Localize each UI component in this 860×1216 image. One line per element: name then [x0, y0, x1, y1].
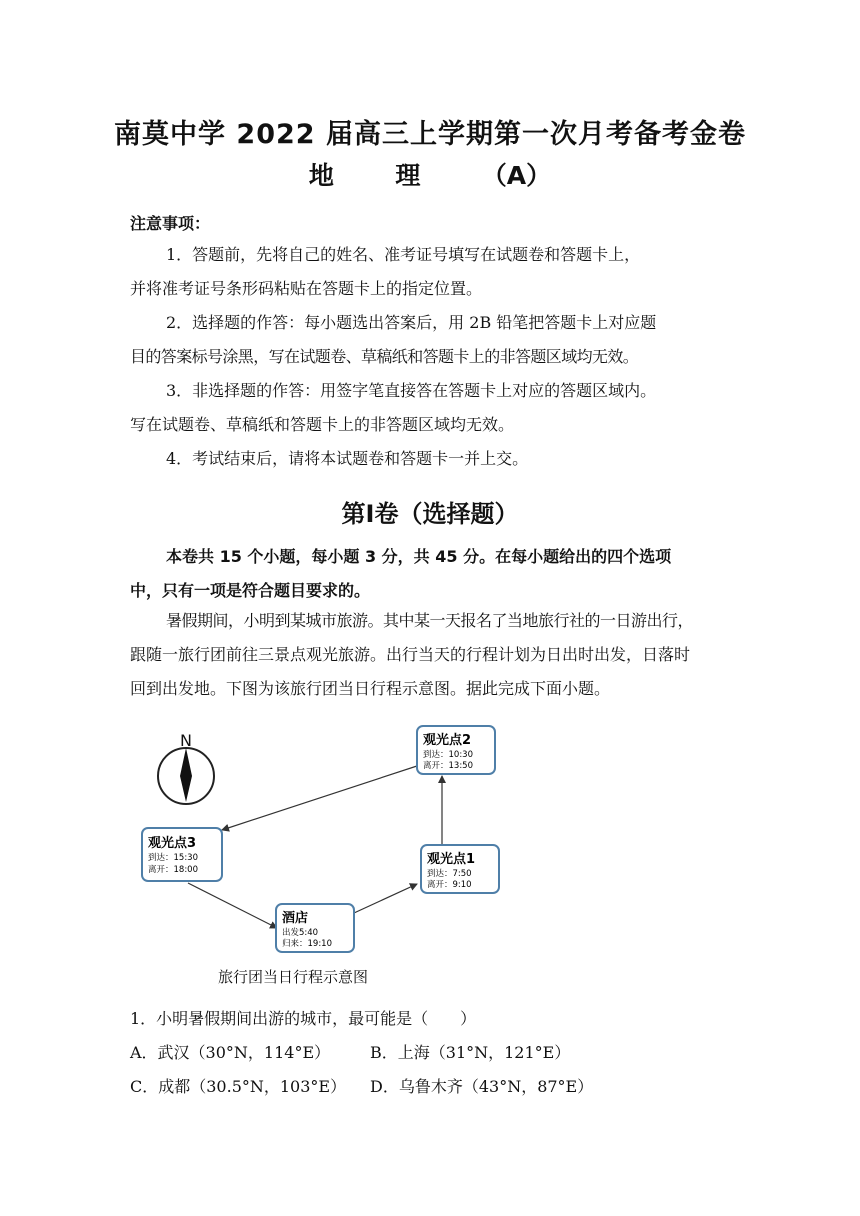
spot1-leave: 离开：9:10: [427, 880, 472, 890]
section-instruction: 本卷共 15 个小题，每小题 3 分，共 45 分。在每小题给出的四个选项 中，只有一项是符合题目要求的。: [130, 547, 672, 600]
route-hotel-to-1: [354, 884, 417, 913]
spot1-arrive: 到达：7:50: [427, 869, 472, 879]
spot2-arrive: 到达：10:30: [423, 750, 473, 760]
option-b: B．上海（31°N，121°E）: [370, 1043, 571, 1062]
hotel-name: 酒店: [282, 911, 309, 926]
paper-version: （A）: [481, 161, 552, 190]
notice-item-4: 4．考试结束后，请将本试题卷和答题卡一并上交。: [166, 449, 529, 468]
spot2-name: 观光点2: [423, 733, 472, 748]
subject-char-1: 地: [308, 161, 334, 190]
option-d: D．乌鲁木齐（43°N，87°E）: [370, 1077, 594, 1096]
spot3-leave: 离开：18:00: [148, 865, 198, 875]
notice-heading: 注意事项：: [130, 214, 211, 233]
subject-title: [0, 156, 860, 192]
section-title: 第Ⅰ卷（选择题）: [341, 500, 519, 528]
spot2-leave: 离开：13:50: [423, 761, 473, 771]
route-3-to-hotel: [188, 883, 277, 928]
node-spot3: [142, 828, 222, 881]
question-passage: 暑假期间，小明到某城市旅游。其中某一天报名了当地旅行社的一日游出行， 跟随一旅行团前往三景点观光旅游。出行当天的行程计划为日出时出发，日落时 回到出发地。下图为该旅行团当日行程示意图。据此完成下面小题。: [130, 611, 694, 698]
compass-icon: [158, 731, 214, 804]
hotel-depart: 出发5:40: [282, 928, 319, 938]
exam-title: 南莫中学 2022 届高三上学期第一次月考备考金卷: [114, 119, 746, 150]
compass-north-label: N: [180, 731, 192, 750]
node-spot2: [417, 726, 495, 774]
subject-char-2: 理: [395, 161, 421, 190]
notice-item-3: 3．非选择题的作答：用签字笔直接答在答题卡上对应的答题区域内。 写在试题卷、草稿纸和答题卡上的非答题区域均无效。: [130, 381, 657, 434]
option-a: A．武汉（30°N，114°E）: [130, 1043, 331, 1062]
notice-item-1: 1．答题前，先将自己的姓名、准考证号填写在试题卷和答题卡上， 并将准考证号条形码粘贴在答题卡上的指定位置。: [130, 245, 641, 298]
itinerary-diagram: [130, 718, 550, 958]
spot3-name: 观光点3: [148, 836, 197, 851]
node-hotel: [276, 904, 354, 952]
spot3-arrive: 到达：15:30: [148, 853, 198, 863]
notice-item-2: 2．选择题的作答：每小题选出答案后，用 2B 铅笔把答题卡上对应题 目的答案标号涂黑，写在试题卷、草稿纸和答题卡上的非答题区域均无效。: [130, 313, 657, 366]
diagram-caption: 旅行团当日行程示意图: [218, 968, 369, 986]
spot1-name: 观光点1: [427, 852, 476, 867]
option-c: C．成都（30.5°N，103°E）: [130, 1077, 347, 1096]
route-2-to-3: [222, 765, 420, 830]
node-spot1: [421, 845, 499, 893]
question-1-stem: 1．小明暑假期间出游的城市，最可能是（ ）: [130, 1009, 477, 1028]
hotel-return: 归来：19:10: [282, 939, 332, 949]
